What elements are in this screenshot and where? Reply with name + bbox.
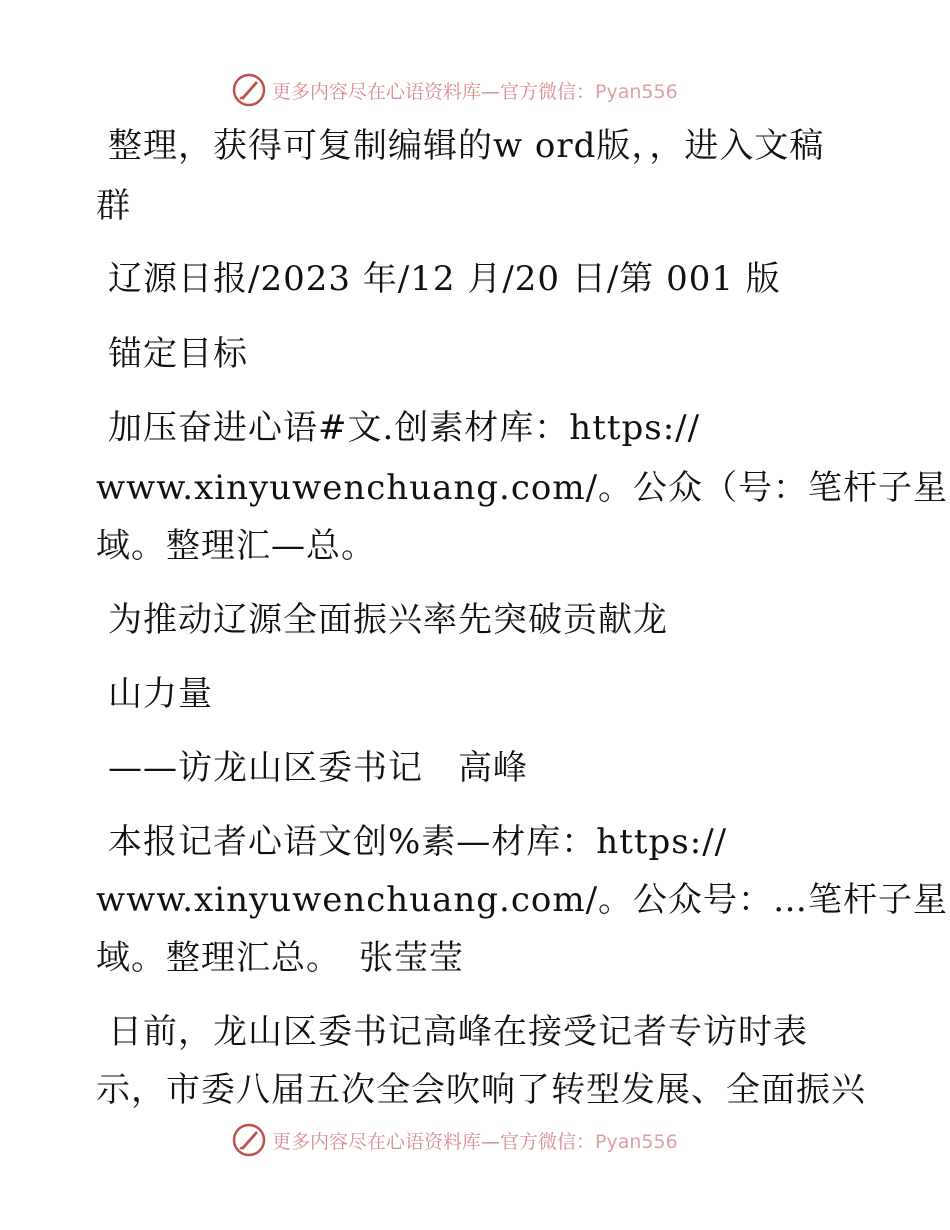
byline: 域。整理汇总。 张莹莹: [96, 938, 464, 978]
body-text: 示，市委八届五次全会吹响了转型发展、全面振兴: [96, 1070, 866, 1110]
article-subtitle: ——访龙山区委书记 高峰: [108, 748, 528, 788]
feather-pen-logo-icon: [232, 73, 266, 107]
byline: 本报记者心语文创%素—材库：https://: [108, 822, 728, 862]
watermark-header: [232, 72, 678, 108]
text-line: 辽源日报/2023 年/12 月/20 日/第 001 版: [108, 259, 781, 299]
watermark-footer: [232, 1122, 678, 1158]
byline: www.xinyuwenchuang.com/。公众号：…笔杆子星: [96, 880, 949, 920]
watermark-text: 更多内容尽在心语资料库—官方微信：Pyan556: [272, 80, 678, 103]
text-line: 群: [96, 186, 131, 226]
article-title: 山力量: [108, 674, 213, 714]
text-line: www.xinyuwenchuang.com/。公众（号：笔杆子星: [96, 468, 949, 508]
text-line: 域。整理汇—总。: [96, 526, 376, 566]
text-line: 加压奋进心语#文.创素材库：https://: [108, 408, 701, 448]
article-title: 为推动辽源全面振兴率先突破贡献龙: [108, 600, 668, 640]
section-title: 锚定目标: [108, 334, 248, 374]
feather-pen-logo-icon: [232, 1123, 266, 1157]
watermark-text: 更多内容尽在心语资料库—官方微信：Pyan556: [272, 1130, 678, 1153]
body-text: 日前，龙山区委书记高峰在接受记者专访时表: [108, 1012, 808, 1052]
text-line: 整理，获得可复制编辑的w ord版，，进入文稿: [108, 126, 825, 166]
